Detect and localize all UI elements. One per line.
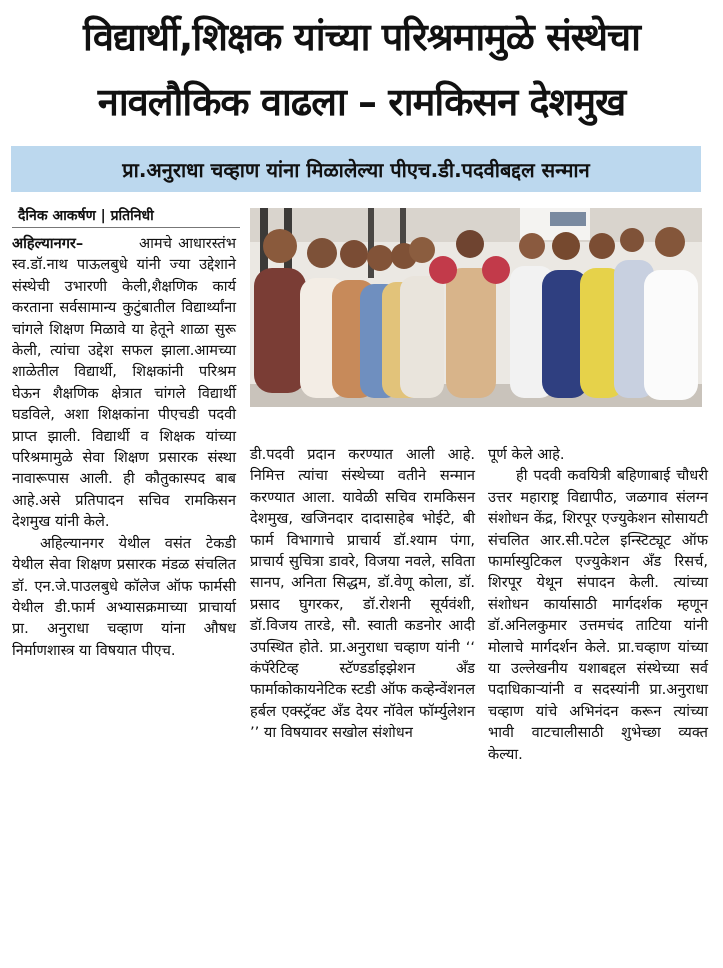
article-text: आमचे आधारस्तंभ स्व.डॉ.नाथ पाऊलबुधे यांनी ज्या उद्देशाने संस्थेची उभारणी केली,शैक्षणिक कार्य करताना सर्वसामान्य कुटुंबातील विद्यार्थ्यांना चांगले शिक्षण मिळावे या हेतूने शाळा सुरू केली, त्यांचा उद्देश सफल झाला.आमच्या शाळेतील विद्यार्थी, शिक्षकांनी परिश्रम घेऊन शैक्षणिक क्षेत्रात चांगले विद्यार्थी घडविले, अशा शिक्षकांना पीएचडी पदवी प्राप्त झाली. विद्यार्थी व शिक्षक यांच्या परिश्रमामुळे सेवा शिक्षण प्रसारक संस्था नावारूपास आली. ही कौतुकास्पद बाब आहे.असे प्रतिपादन सचिव रामकिसन देशमुख यांनी केले. bbox=[12, 235, 236, 531]
headline-line-1: विद्यार्थी,शिक्षक यांच्या परिश्रमामुळे संस्थेचा bbox=[83, 15, 640, 59]
dateline-place: अहिल्यानगर– bbox=[12, 235, 84, 252]
article-paragraph-2: अहिल्यानगर येथील वसंत टेकडी येथील सेवा शिक्षण प्रसारक मंडळ संचलित डॉ. एन.जे.पाउलबुधे कॉलेज ऑफ फार्मसी येथील डी.फार्म अभ्यासक्रमाच्या प्राचार्या प्रा. अनुराधा चव्हाण यांना औषध निर्माणशास्त्र या विषयात पीएच. bbox=[12, 534, 236, 659]
group-photo-illustration bbox=[250, 208, 702, 407]
article-column-1 bbox=[12, 233, 236, 661]
article-paragraph-3: डी.पदवी प्रदान करण्यात आली आहे. निमित्त त्यांचा संस्थेच्या वतीने सन्मान करण्यात आला. यावेळी सचिव रामकिसन देशमुख, खजिनदार दादासाहेब भोईटे, बी फार्म विभागाचे प्राचार्य डॉ.श्याम पंगा, प्राचार्य सुचित्रा डावरे, विजया नवले, सविता सानप, अनिता सिद्धम, डॉ.वेणू कोला, डॉ. प्रसाद घुगरकर, डॉ.रोशनी सूर्यवंशी, डॉ.विजय तारडे, सौ. स्वाती कडनोर आदी उपस्थित होते. प्रा.अनुराधा चव्हाण यांनी ‘‘ कंपॅरेटिव्ह स्टॅण्डर्डाइझेशन अँड फार्माकोकायनेटिक स्टडी ऑफ कव्हेन्वेंशनल हर्बल एक्स्ट्रॅक्ट अँड देयर नॉवेल फॉर्म्युलेशन ’’ या विषयावर सखोल संशोधन bbox=[250, 446, 475, 742]
news-photo bbox=[250, 208, 702, 407]
subheadline: प्रा.अनुराधा चव्हाण यांना मिळालेल्या पीएच.डी.पदवीबद्दल सन्मान bbox=[122, 157, 590, 182]
article-column-3 bbox=[488, 444, 708, 765]
article-paragraph-4: पूर्ण केले आहे. bbox=[488, 446, 565, 463]
article-paragraph-5: ही पदवी कवयित्री बहिणाबाई चौधरी उत्तर महाराष्ट्र विद्यापीठ, जळगाव संलग्न संशोधन केंद्र, शिरपूर एज्युकेशन सोसायटी संचलित आर.सी.पटेल इन्स्टिट्यूट ऑफ फार्मास्युटिकल एज्युकेशन अँड रिसर्च, शिरपूर येथून संपादन केली. त्यांच्या संशोधन कार्यासाठी मार्गदर्शक म्हणून डॉ.अनिलकुमार उत्तमचंद ताटिया यांनी मोलाचे मार्गदर्शन केले. प्रा.चव्हाण यांच्या या उल्लेखनीय यशाबद्दल संस्थेच्या सर्व पदाधिकाऱ्यांनी व सदस्यांनी प्रा.अनुराधा चव्हाण यांचे अभिनंदन करून त्यांच्या भावी वाटचालीसाठी शुभेच्छा व्यक्त केल्या. bbox=[488, 467, 708, 763]
article-paragraph-1 bbox=[12, 233, 236, 533]
subheadline-band bbox=[11, 146, 701, 192]
headline-line-2: नावलौकिक वाढला – रामकिसन देशमुख bbox=[97, 80, 626, 124]
article-column-2 bbox=[250, 444, 475, 744]
byline-divider bbox=[12, 227, 240, 228]
byline: दैनिक आकर्षण | प्रतिनिधी bbox=[18, 208, 154, 224]
